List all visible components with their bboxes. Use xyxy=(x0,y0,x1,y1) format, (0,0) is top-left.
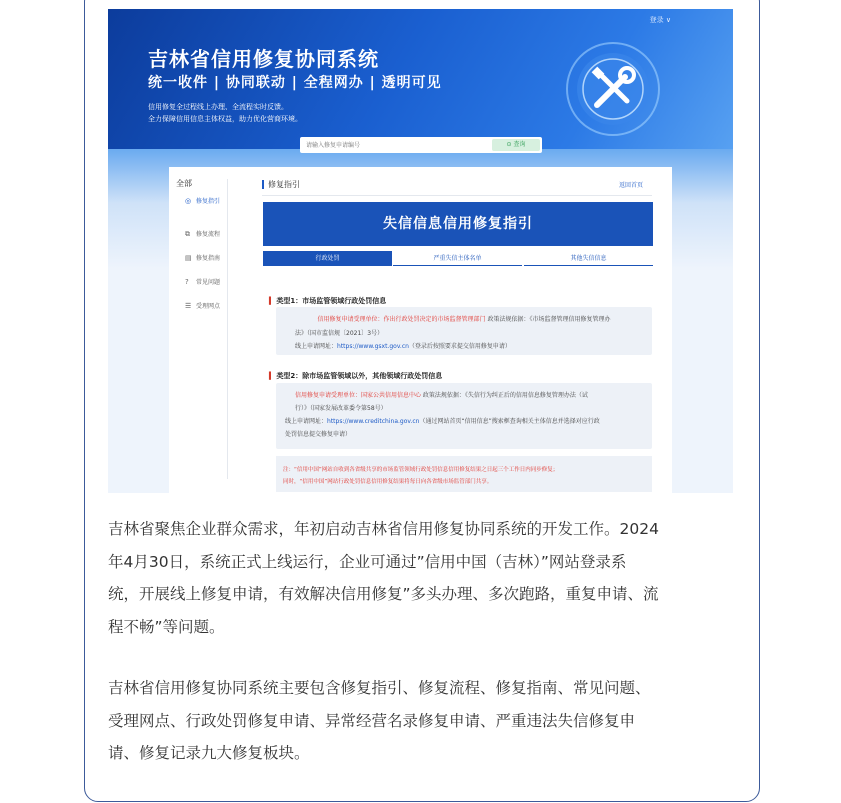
type2-label1: 信用修复申请受理单位：国家公共信用信息中心 xyxy=(295,392,422,399)
main-panel xyxy=(169,167,672,493)
type1-label3: 线上申请网址： xyxy=(295,343,338,350)
back-home-link[interactable]: 返回首页 xyxy=(619,182,644,189)
type1-text3: （登录后按照要求提交信用修复申请） xyxy=(408,343,511,350)
note-box xyxy=(276,456,652,492)
sidebar-item-faq[interactable]: ? 常见问题 xyxy=(185,278,221,286)
search-input[interactable] xyxy=(306,139,476,151)
compass-icon: ◎ xyxy=(185,197,192,205)
sidebar-item-flow[interactable]: ⧉ 修复流程 xyxy=(185,230,221,238)
search-button[interactable]: ⊙ 查询 xyxy=(492,139,540,151)
guide-content xyxy=(232,167,664,493)
tab-admin-penalty[interactable]: 行政处罚 xyxy=(263,251,392,266)
type2-text3: （通过网站首页“信用信息”搜索框查询相关主体信息并选择对应行政 xyxy=(419,418,600,425)
section-title: 修复指引 xyxy=(262,180,300,189)
type1-url-link[interactable]: https://www.gsxt.gov.cn xyxy=(337,343,409,350)
type1-heading: ▍ 类型1：市场监管领域行政处罚信息 xyxy=(269,297,387,305)
sidebar xyxy=(169,167,229,493)
system-desc-line2: 全力保障信用信息主体权益，助力优化营商环境。 xyxy=(148,115,302,123)
sidebar-divider xyxy=(227,179,228,479)
system-slogan: 统一收件 | 协同联动 | 全程网办 | 透明可见 xyxy=(148,75,442,91)
type2-label3: 线上申请网址： xyxy=(285,418,328,425)
system-screenshot xyxy=(108,9,733,493)
type2-line4: 处罚信息提交修复申请） xyxy=(285,431,352,438)
flow-icon: ⧉ xyxy=(185,230,190,238)
sidebar-all[interactable]: 全部 xyxy=(176,179,192,188)
system-title: 吉林省信用修复协同系统 xyxy=(148,47,379,71)
sidebar-item-outlets[interactable]: ☰ 受理网点 xyxy=(185,302,221,310)
tab-serious-dishonest[interactable]: 严重失信主体名单 xyxy=(393,251,522,266)
note-line2: 同时，“信用中国”网站行政处罚信息信用修复结果将每日向各省级市场监管部门共享。 xyxy=(283,479,493,485)
type2-line2: 行）》（国家发展改革委令第58号） xyxy=(295,405,387,412)
type1-box xyxy=(276,307,652,355)
article-paragraph-1: 吉林省聚焦企业群众需求，年初启动吉林省信用修复协同系统的开发工作。2024 年4月30日，系统正式上线运行，企业可通过”信用中国（吉林）”网站登录系 统，开展线上修复申请，有效解决信用修复”多头办理、多次跑路，重复申请、流 程不畅”等问题。 xyxy=(108,520,659,636)
sidebar-item-guide[interactable]: ◎ 修复指引 xyxy=(185,197,221,205)
type2-heading: ▍ 类型2：除市场监管领域以外，其他领域行政处罚信息 xyxy=(269,372,443,380)
article-paragraph-2: 吉林省信用修复协同系统主要包含修复指引、修复流程、修复指南、常见问题、 受理网点、行政处罚修复申请、异常经营名录修复申请、严重违法失信修复申 请、修复记录九大修复板块。 xyxy=(108,679,651,762)
tools-icon xyxy=(563,39,663,139)
tab-other-info[interactable]: 其他失信信息 xyxy=(524,251,653,266)
list-icon: ☰ xyxy=(185,302,192,310)
system-desc-line1: 信用修复全过程线上办理、全流程实时反馈。 xyxy=(148,103,288,111)
type2-box xyxy=(276,383,652,449)
section-divider xyxy=(262,195,652,196)
category-tabs xyxy=(263,251,653,266)
type1-text1: 政策法规依据：《市场监督管理信用修复管理办 xyxy=(485,316,611,323)
type2-text1: 政策法规依据：《失信行为纠正后的信用信息修复管理办法（试 xyxy=(421,392,588,399)
note-line1: 注：“信用中国”网站自收到各省级共享的市场监管领域行政处罚信息信用修复结果之日起三个工作日内同步修复； xyxy=(283,467,559,473)
type1-label1: 信用修复申请受理单位：作出行政处罚决定的市场监督管理部门 xyxy=(317,316,486,323)
document-icon: ▤ xyxy=(185,254,192,262)
type1-line2: 法》（国市监信规〔2021〕3号） xyxy=(295,330,384,337)
question-icon: ? xyxy=(185,278,189,286)
type2-url-link[interactable]: https://www.creditchina.gov.cn xyxy=(327,418,420,425)
guide-banner-title: 失信信息信用修复指引 xyxy=(263,202,653,246)
sidebar-item-manual[interactable]: ▤ 修复指南 xyxy=(185,254,221,262)
search-bar xyxy=(300,137,542,153)
login-link[interactable]: 登录 ∨ xyxy=(649,16,671,24)
